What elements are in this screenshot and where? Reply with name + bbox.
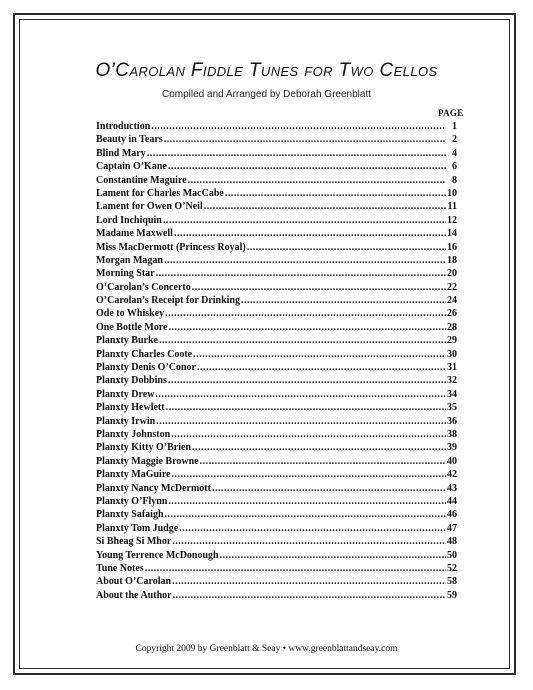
toc-entry-page: 1 <box>452 121 457 132</box>
toc-entry <box>96 267 457 280</box>
toc-entry <box>96 562 457 575</box>
toc-entry <box>96 307 457 320</box>
toc-entry <box>96 575 457 588</box>
toc-leader-dots <box>168 160 446 173</box>
toc-entry-page: 10 <box>447 187 457 199</box>
toc-entry <box>96 388 457 401</box>
toc-entry <box>96 200 457 213</box>
toc-leader-dots <box>147 147 446 160</box>
toc-entry-title: Planxty Drew <box>96 388 155 400</box>
toc-entry <box>96 147 457 160</box>
toc-leader-dots <box>200 455 446 468</box>
toc-entry <box>96 589 457 602</box>
toc-entry-page: 40 <box>447 455 457 467</box>
toc-entry <box>96 334 457 347</box>
toc-leader-dots <box>197 361 446 374</box>
toc-leader-dots <box>171 428 446 441</box>
document-title: O’Carolan Fiddle Tunes for Two Cellos <box>95 60 438 81</box>
toc-entry-page: 4 <box>452 147 457 159</box>
toc-entry-title: Miss MacDermott (Princess Royal) <box>96 241 246 253</box>
toc-entry <box>96 254 457 267</box>
toc-leader-dots <box>165 307 446 320</box>
toc-entry-title: Planxty Johnston <box>96 428 171 440</box>
toc-entry-title: Planxty O’Flynn <box>96 495 168 507</box>
copyright-footer: Copyright 2009 by Greenblatt & Seay • www.greenblattandseay.com <box>135 644 398 654</box>
toc-entry-title: Planxty Charles Coote <box>96 348 193 360</box>
toc-entry <box>96 120 457 133</box>
toc-entry-page: 14 <box>447 228 457 240</box>
toc-entry-title: Captain O’Kane <box>96 161 167 173</box>
toc-leader-dots <box>168 374 446 387</box>
toc-leader-dots <box>166 401 446 414</box>
toc-leader-dots <box>172 468 446 481</box>
toc-entry-title: One Bottle More <box>96 321 168 333</box>
toc-entry-title: Planxty MaGuire <box>96 469 171 481</box>
toc-entry-title: Introduction <box>96 121 151 132</box>
toc-entry-page: 39 <box>447 442 457 454</box>
toc-entry <box>96 294 457 307</box>
toc-leader-dots <box>247 241 446 254</box>
toc-entry-page: 29 <box>447 335 457 347</box>
toc-entry <box>96 361 457 374</box>
toc-entry-page: 24 <box>447 295 457 307</box>
toc-leader-dots <box>145 562 446 575</box>
toc-leader-dots <box>156 267 446 280</box>
toc-entry <box>96 455 457 468</box>
toc-leader-dots <box>192 281 446 294</box>
toc-leader-dots <box>168 321 446 334</box>
toc-leader-dots <box>179 522 446 535</box>
toc-entry-title: Constantine Maguire <box>96 174 187 186</box>
toc-leader-dots <box>193 348 446 361</box>
toc-leader-dots <box>156 415 446 428</box>
toc-entry <box>96 428 457 441</box>
toc-entry-title: Beauty in Tears <box>96 134 163 146</box>
toc-entry-title: Planxty Dobbins <box>96 375 167 387</box>
toc-entry-page: 36 <box>447 415 457 427</box>
toc-entry-page: 31 <box>447 362 457 374</box>
toc-entry-page: 28 <box>447 321 457 333</box>
toc-entry-page: 50 <box>447 549 457 561</box>
toc-leader-dots <box>241 294 446 307</box>
toc-entry <box>96 508 457 521</box>
toc-entry <box>96 522 457 535</box>
toc-entry-page: 6 <box>452 161 457 173</box>
toc-entry-title: Tune Notes <box>96 562 144 574</box>
toc-entry-title: Lament for Owen O’Neil <box>96 201 203 213</box>
toc-leader-dots <box>165 508 446 521</box>
toc-entry-page: 22 <box>447 281 457 293</box>
toc-entry-page: 59 <box>447 589 457 601</box>
toc-leader-dots <box>159 334 446 347</box>
toc-entry-page: 58 <box>447 576 457 588</box>
toc-entry-page: 44 <box>447 495 457 507</box>
toc-leader-dots <box>192 441 446 454</box>
toc-leader-dots <box>164 133 446 146</box>
toc-entry-title: Madame Maxwell <box>96 228 173 240</box>
toc-entry-title: Planxty Denis O’Conor <box>96 362 196 374</box>
toc-entry-title: Ode to Whiskey <box>96 308 165 320</box>
toc-leader-dots <box>151 120 446 133</box>
toc-entry-page: 38 <box>447 428 457 440</box>
toc-leader-dots <box>155 388 446 401</box>
toc-leader-dots <box>172 535 446 548</box>
toc-entry-title: Morning Star <box>96 268 155 280</box>
toc-entry <box>96 174 457 187</box>
toc-entry <box>96 348 457 361</box>
toc-entry-title: Morgan Magan <box>96 254 163 266</box>
toc-leader-dots <box>212 482 446 495</box>
toc-entry-title: Lord Inchiquin <box>96 214 162 226</box>
toc-entry-page: 42 <box>447 469 457 481</box>
toc-entry <box>96 374 457 387</box>
toc-entry-page: 18 <box>447 254 457 266</box>
toc-entry <box>96 415 457 428</box>
toc-entry <box>96 160 457 173</box>
page-column-header: PAGE <box>438 108 464 118</box>
toc-entry-title: Planxty Burke <box>96 335 158 347</box>
toc-entry-page: 11 <box>447 201 457 213</box>
toc-entry-title: O’Carolan’s Concerto <box>96 281 191 293</box>
toc-entry-page: 2 <box>452 134 457 146</box>
toc-entry-title: Planxty Kitty O’Brien <box>96 442 191 454</box>
toc-entry <box>96 549 457 562</box>
toc-leader-dots <box>220 549 446 562</box>
toc-leader-dots <box>204 200 446 213</box>
toc-entry-page: 32 <box>447 375 457 387</box>
toc-entry <box>96 214 457 227</box>
toc-entry-title: Planxty Nancy McDermott <box>96 482 211 494</box>
toc-entry-title: Planxty Maggie Browne <box>96 455 199 467</box>
toc-entry-title: About O’Carolan <box>96 576 172 588</box>
toc-leader-dots <box>188 174 446 187</box>
toc-entry <box>96 401 457 414</box>
toc-entry <box>96 227 457 240</box>
toc-entry-page: 52 <box>447 562 457 574</box>
toc-entry-title: O’Carolan’s Receipt for Drinking <box>96 295 240 307</box>
toc-entry-title: About the Author <box>96 589 172 601</box>
toc-entry <box>96 495 457 508</box>
toc-leader-dots <box>172 575 446 588</box>
toc-entry <box>96 281 457 294</box>
toc-entry <box>96 241 457 254</box>
toc-entry <box>96 441 457 454</box>
document-subtitle: Compiled and Arranged by Deborah Greenblatt <box>161 89 372 100</box>
toc-entry <box>96 535 457 548</box>
toc-entry <box>96 187 457 200</box>
toc-entry-title: Young Terrence McDonough <box>96 549 219 561</box>
toc-entry <box>96 321 457 334</box>
toc-entry-title: Planxty Irwin <box>96 415 156 427</box>
toc-entry-page: 26 <box>447 308 457 320</box>
table-of-contents <box>96 120 457 602</box>
toc-entry <box>96 482 457 495</box>
toc-entry <box>96 468 457 481</box>
toc-leader-dots <box>174 227 446 240</box>
toc-leader-dots <box>173 589 446 602</box>
toc-entry-page: 8 <box>452 174 457 186</box>
toc-entry-title: Lament for Charles MacCabe <box>96 187 224 199</box>
toc-entry-page: 20 <box>447 268 457 280</box>
toc-entry <box>96 133 457 146</box>
toc-leader-dots <box>168 495 446 508</box>
toc-entry-page: 34 <box>447 388 457 400</box>
toc-entry-title: Planxty Hewlett <box>96 402 165 414</box>
toc-leader-dots <box>163 214 446 227</box>
toc-entry-title: Si Bheag Si Mhor <box>96 536 172 548</box>
toc-entry-page: 30 <box>447 348 457 360</box>
toc-entry-title: Blind Mary <box>96 147 146 159</box>
toc-entry-page: 46 <box>447 509 457 521</box>
toc-entry-page: 12 <box>447 214 457 226</box>
toc-entry-title: Planxty Tom Judge <box>96 522 179 534</box>
toc-leader-dots <box>225 187 446 200</box>
toc-entry-title: Planxty Safaigh <box>96 509 164 521</box>
toc-entry-page: 47 <box>447 522 457 534</box>
toc-entry-page: 43 <box>447 482 457 494</box>
toc-leader-dots <box>164 254 446 267</box>
toc-entry-page: 48 <box>447 536 457 548</box>
toc-entry-page: 16 <box>447 241 457 253</box>
toc-entry-page: 35 <box>447 402 457 414</box>
